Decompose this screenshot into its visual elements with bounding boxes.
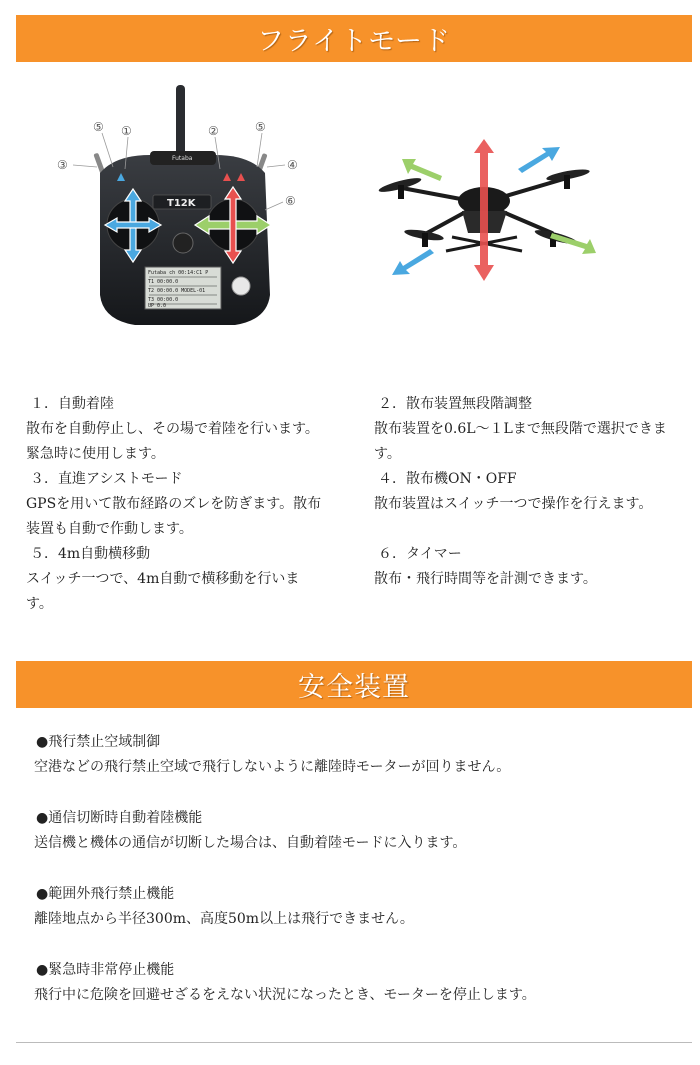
drone-figure — [372, 133, 602, 293]
callout-2: ② — [208, 124, 219, 138]
drone-drawing — [372, 133, 602, 293]
callout-5-right: ⑤ — [255, 120, 266, 134]
safety-title: ●飛行禁止空域制御 — [36, 734, 161, 750]
flight-mode-list-left — [26, 392, 326, 617]
mode-item-spray-adjust — [374, 392, 680, 467]
callout-4: ④ — [287, 158, 298, 172]
lcd-line-2: T1 00:00.0 — [148, 279, 179, 285]
mode-desc: 散布装置はスイッチ一つで操作を行えます。 — [374, 496, 653, 512]
mode-desc: GPSを用いて散布経路のズレを防ぎます。散布装置も自動で作動します。 — [26, 496, 322, 537]
mode-title: ２．散布装置無段階調整 — [378, 396, 532, 412]
callout-3: ③ — [57, 158, 68, 172]
mode-item-timer — [374, 542, 680, 592]
mode-item-auto-lateral — [26, 542, 326, 617]
callout-6: ⑥ — [285, 194, 296, 208]
lcd-line-5: UP 0.0 — [148, 303, 167, 309]
safety-desc: 送信機と機体の通信が切断した場合は、自動着陸モードに入ります。 — [34, 835, 467, 851]
mode-desc: 散布を自動停止し、その場で着陸を行います。緊急時に使用します。 — [26, 421, 319, 462]
mode-desc: 散布装置を0.6L～１Lまで無段階で選択できます。 — [374, 421, 667, 462]
mode-title: ６．タイマー — [378, 546, 462, 562]
mode-item-spray-onoff — [374, 467, 680, 517]
lcd-line-1: Futaba ch 00:14:C1 P — [148, 270, 209, 276]
flight-mode-banner — [16, 15, 692, 62]
safety-item-no-fly-zone — [36, 730, 676, 780]
callout-5-left: ⑤ — [93, 120, 104, 134]
footer-divider — [16, 1042, 692, 1043]
safety-heading: 安全装置 — [298, 672, 410, 703]
safety-list — [36, 730, 676, 1034]
safety-title: ●範囲外飛行禁止機能 — [36, 886, 175, 902]
mode-title: ５．4m自動横移動 — [30, 546, 151, 562]
lcd-line-3: T2 00:00.0 MODEL-01 — [148, 288, 206, 294]
remote-controller-drawing — [55, 85, 315, 340]
callout-1: ① — [121, 124, 132, 138]
safety-title: ●通信切断時自動着陸機能 — [36, 810, 203, 826]
flight-mode-list-right — [374, 392, 680, 592]
mode-item-auto-landing — [26, 392, 326, 467]
safety-title: ●緊急時非常停止機能 — [36, 962, 175, 978]
mode-title: ３．直進アシストモード — [30, 471, 183, 487]
mode-item-straight-assist — [26, 467, 326, 542]
safety-desc: 離陸地点から半径300m、高度50m以上は飛行できません。 — [34, 911, 414, 927]
remote-controller-figure — [55, 85, 315, 340]
mode-title: ４．散布機ON・OFF — [378, 471, 517, 487]
remote-brand: Futaba — [172, 155, 193, 162]
mode-desc: 散布・飛行時間等を計測できます。 — [374, 571, 597, 587]
flight-mode-heading: フライトモード — [256, 26, 452, 57]
safety-item-range-limit — [36, 882, 676, 932]
lcd-line-4: T3 00:00.0 — [148, 297, 179, 303]
safety-item-emergency-stop — [36, 958, 676, 1008]
mode-desc: スイッチ一つで、4m自動で横移動を行います。 — [26, 571, 300, 612]
mode-title: １．自動着陸 — [30, 396, 114, 412]
remote-model: T12K — [167, 198, 196, 209]
safety-desc: 空港などの飛行禁止空域で飛行しないように離陸時モーターが回りません。 — [34, 759, 511, 775]
safety-banner — [16, 661, 692, 708]
safety-desc: 飛行中に危険を回避せざるをえない状況になったとき、モーターを停止します。 — [34, 987, 536, 1003]
safety-item-signal-loss — [36, 806, 676, 856]
